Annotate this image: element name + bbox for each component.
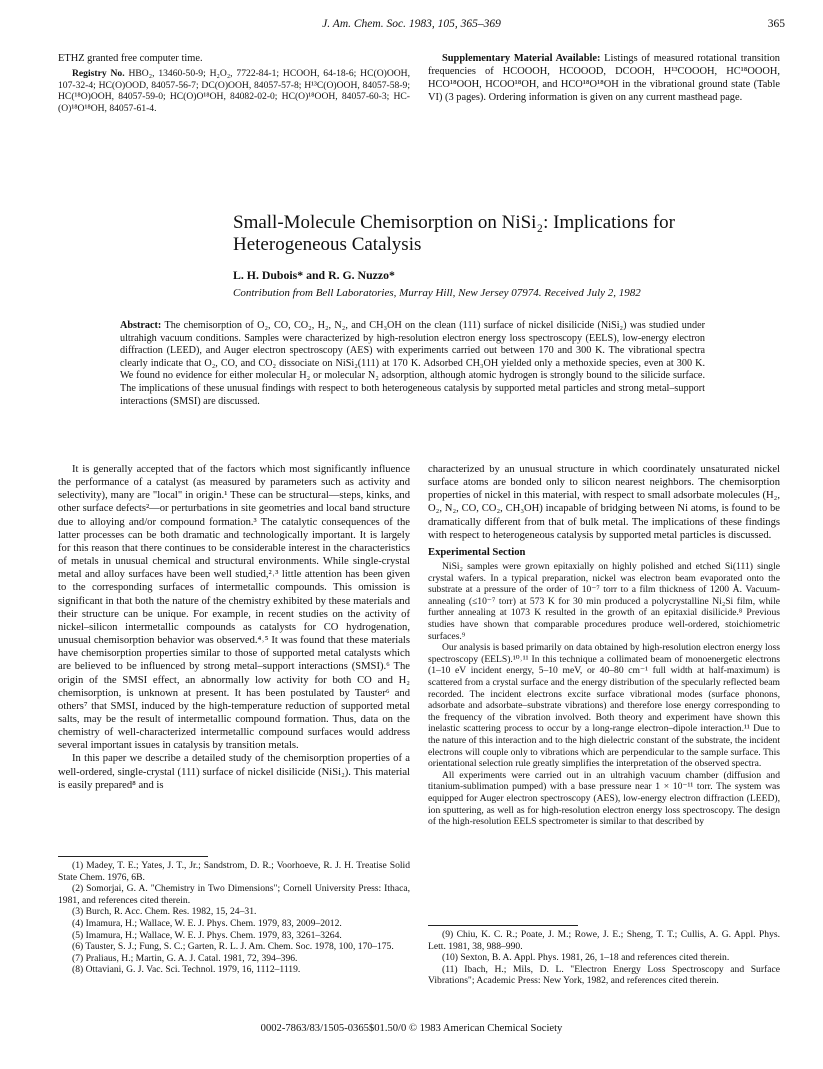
footnote: (4) Imamura, H.; Wallace, W. E. J. Phys. Chem. 1979, 83, 2009–2012. [72,917,342,929]
footnotes-right [428,929,780,987]
page-number: 365 [767,18,785,30]
running-head [0,18,823,34]
experimental-paragraph-3: All experiments were carried out in an ultrahigh vacuum chamber (diffusion and titanium-sublimation pumped) with a base pressure near 1 × 10⁻¹¹ torr. The system was equipped for Auger electron spectroscopy (AES), low-energy electron diffraction (LEED), ion sputtering, as well as for high-resolution electron energy loss spectroscopy. The design of the high-resolution EELS spectrometer is similar to that described by [428,769,780,828]
abstract [120,320,705,408]
footnote-rule-left [58,856,208,857]
footnote: (6) Tauster, S. J.; Fung, S. C.; Garten, R. L. J. Am. Chem. Soc. 1978, 100, 170–175. [72,941,394,953]
title-line-1: Small-Molecule Chemisorption on NiSi₂: Implications for [233,212,675,233]
intro-paragraph-3: characterized by an unusual structure in which coordinately unsaturated nickel surface atoms are bonded only to silicon nearest neighbors. The chemisorption properties of nickel in this material, with respect to small adsorbate molecules (H₂, O₂, N₂, CO, CO₂, CH₃OH) incapable of bridging between Ni atoms, is found to be dramatically different from that of bulk metal. The implications of these findings with respect to heterogeneous catalysis by supported metal particles is discussed. [428,464,780,541]
supplementary-material [428,52,780,104]
registry-text: HBO₂, 13460-50-9; H₂O₂, 7722-84-1; HCOOH, 64-18-6; HC(O)OOH, 107-32-4; HC(O)OOD, 84057-56-7; DC(O)OOH, 84057-57-8; H¹³C(O)OOH, 84057-58-9; HC(¹⁸O)OOH, 84057-59-0; HC(O)O¹⁸OH, 84082-02-0; HC(O)¹⁸OOH, 84057-60-3; HC-(O)¹⁸O¹⁸OH, 84057-61-4. [58,68,411,114]
previous-article-end-left [58,52,410,114]
journal-citation: J. Am. Chem. Soc. 1983, 105, 365–369 [322,18,501,30]
footnotes-left [58,860,410,976]
section-heading: Experimental Section [428,546,526,558]
footnote: (2) Somorjai, G. A. "Chemistry in Two Dimensions"; Cornell University Press: Ithaca, 1981, and references cited therein. [58,883,410,906]
footnote: (8) Ottaviani, G. J. Vac. Sci. Technol. 1979, 16, 1112–1119. [72,964,301,976]
footnote: (5) Imamura, H.; Wallace, W. E. J. Phys. Chem. 1979, 83, 3261–3264. [72,929,342,941]
title-line-2: Heterogeneous Catalysis [233,234,422,255]
intro-paragraph-1: It is generally accepted that of the factors which most significantly influence the performance of a catalyst (as measured by parameters such as activity and selectivity), many are "local" in origin.¹ These can be structural—steps, kinks, and other surface defects²—or perturbations in site geometries and local band structure due to alloying and/or compound formation.³ The catalytic consequences of the latter processes can be both dramatic and technologically important. It is largely for this reason that there continues to be considerable interest in the characteristics of metals in unusual chemical and structural environments. While single-crystal metal and alloy surfaces have been well studied,²˒³ little attention has been given to the corresponding surfaces of intermetallic compounds. This omission is significant in that both the nature of the chemistry exhibited by these materials and their structure can be unique. For example, in recent studies on the activity of nickel–silicon intermetallic compounds as catalysts for CO hydrogenation, unusual chemisorption behavior was observed.⁴˒⁵ It was found that these materials have chemisorption properties similar to those of supported metal catalysts which are believed to be influenced by strong metal–support interactions (SMSI).⁶ The origin of the SMSI effect, an abnormally low activity for both CO and H₂ chemisorption, is unknown at present. It has been postulated by Tauster⁶ and others⁷ that SMSI, induced by the high-temperature reduction of supported metal salts, may be the result of intermetallic compound formation. Thus, data on the chemistry of well-characterized intermetallic compound surfaces would address several important issues in catalysis by transition metals. [58,464,410,752]
experimental-paragraph-2: Our analysis is based primarily on data obtained by high-resolution electron energy loss spectroscopy (EELS).¹⁰˒¹¹ In this technique a collimated beam of monoenergetic electrons (1–10 eV incident energy, 5–10 meV, or 40–80 cm⁻¹ full width at half-maximum) is scattered from a crystal surface and the energy distribution of the specularly reflected beam recorded. The incident electrons excite surface vibrational modes (surface phonons, adsorbate and adsorbate–substrate vibrations) and therefore lose energy corresponding to the frequency of the vibration involved. Both theory and experiment have shown this inelastic scattering process to occur by a long-range electron–dipole interaction.¹¹ Due to the nature of this interaction and to the high dielectric constant of the substrate, the incident electrons will couple only to vibrations which are perpendicular to the sample surface. This orientational selection rule greatly simplifies the interpretation of the observed spectra. [428,642,780,770]
abstract-label: Abstract: [120,320,162,331]
footnote: (11) Ibach, H.; Mils, D. L. "Electron Energy Loss Spectroscopy and Surface Vibrations"; Academic Press: New York, 1982, and references cited therein. [428,963,780,987]
registry-label: Registry No. [72,68,125,79]
intro-paragraph-2: In this paper we describe a detailed study of the chemisorption properties of a well-ordered, single-crystal (111) surface of nickel disilicide (NiSi₂). This material is easily prepared⁸ and is [58,753,410,791]
article-title [233,212,793,256]
footnote: (1) Madey, T. E.; Yates, J. T., Jr.; Sandstrom, D. R.; Voorhoeve, R. J. H. Treatise Solid State Chem. 1976, 6B. [58,860,410,883]
abstract-text: The chemisorption of O₂, CO, CO₂, H₂, N₂, and CH₃OH on the clean (111) surface of nickel disilicide (NiSi₂) was studied under ultrahigh vacuum conditions. Samples were characterized by high-resolution electron energy loss spectroscopy (EELS), low-energy electron diffraction (LEED), and Auger electron spectroscopy (AES) with experiments carried out between 170 and 300 K. The vibrational spectra clearly indicate that O₂, CO, and CO₂ dissociate on NiSi₂(111) at 170 K. Adsorbed CH₃OH yielded only a methoxide species, even at 300 K. We found no evidence for either molecular H₂ or molecular N₂ adsorption, although atomic hydrogen is strongly bound to the silicide surface. The implications of these unusual findings with respect to both heterogeneous catalysis by supported metal particles and strong metal–support interactions (SMSI) are discussed. [120,320,705,407]
supp-text: Listings of measured rotational transition frequencies of HCOOOH, HCOOOD, DCOOH, H¹³COOOH, HC¹⁸OOOH, HCO¹⁸OOH, HCOO¹⁸OH, and HCO¹⁸O¹⁸OH in the vibrational ground state (Table VI) (3 pages). Ordering information is given on any current masthead page. [428,53,780,103]
copyright-footer: 0002-7863/83/1505-0365$01.50/0 © 1983 American Chemical Society [260,1023,563,1034]
footnote: (7) Praliaus, H.; Martin, G. A. J. Catal. 1981, 72, 394–396. [72,952,298,964]
registry-numbers [58,68,410,114]
footnote: (9) Chiu, K. C. R.; Poate, J. M.; Rowe, J. E.; Sheng, T. T.; Cullis, A. G. Appl. Phys. Lett. 1981, 38, 988–990. [428,929,780,952]
supp-label: Supplementary Material Available: [442,53,601,64]
acknowledgment: ETHZ granted free computer time. [58,53,203,64]
footnote-rule-right [428,925,578,926]
experimental-paragraph-1: NiSi₂ samples were grown epitaxially on highly polished and etched Si(111) single crystal wafers. In a typical preparation, nickel was electron beam evaporated onto the substrate at a pressure of the order of 10⁻⁷ torr to a film thickness of 1200 Å. Vacuum-annealing (≤10⁻⁷ torr) at 573 K for 30 min produced a polycrystalline Ni₂Si film, while further annealing at 1073 K resulted in the growth of an epitaxial disilicide.⁸ Previous studies have shown that comparable procedures produce well-ordered, stoichiometric surfaces.⁹ [428,561,780,642]
body-left-column [58,463,410,792]
body-right-column [428,463,780,828]
authors: L. H. Dubois* and R. G. Nuzzo* [233,268,395,282]
footnote: (10) Sexton, B. A. Appl. Phys. 1981, 26, 1–18 and references cited therein. [442,952,730,964]
affiliation: Contribution from Bell Laboratories, Murray Hill, New Jersey 07974. Received July 2, 1982 [233,287,641,299]
footnote: (3) Burch, R. Acc. Chem. Res. 1982, 15, 24–31. [72,906,257,918]
